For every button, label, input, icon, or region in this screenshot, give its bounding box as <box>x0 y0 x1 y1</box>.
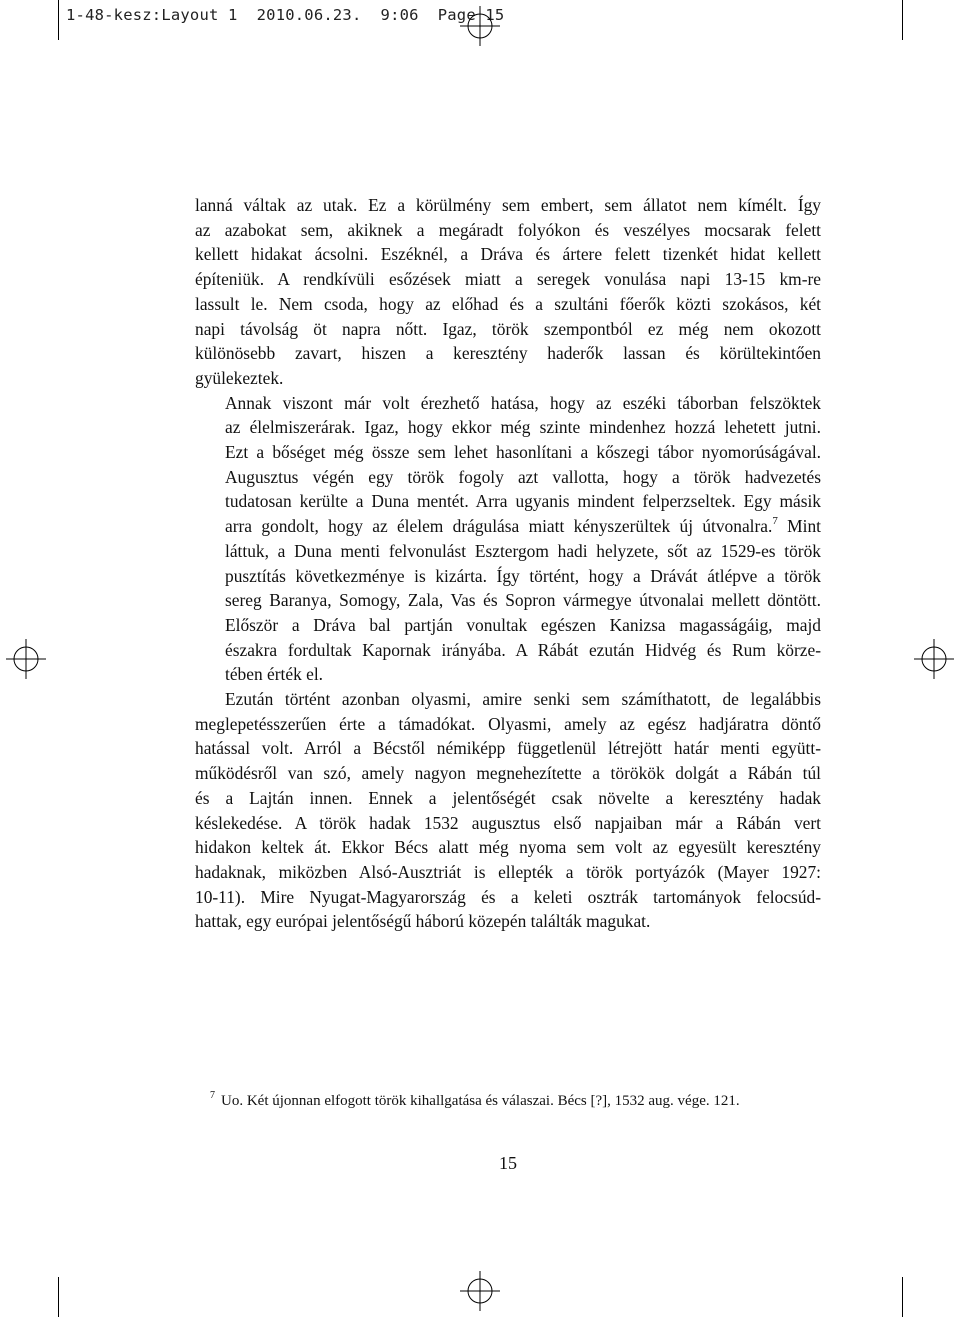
text-line: lanná váltak az utak. Ez a körülmény sem embert, sem állatot nem kímélt. Így <box>195 195 821 215</box>
text-line: Ezután történt azonban olyasmi, amire senki sem számíthatott, de legalábbis <box>225 689 821 710</box>
slug-line: 1-48-kesz:Layout 1 2010.06.23. 9:06 Page 15 <box>66 6 505 24</box>
text-line: tében érték el. <box>225 664 324 685</box>
text-line: napi távolság öt napra nőtt. Igaz, török szempontból ez még nem okozott <box>195 318 821 339</box>
text-line: 10-11). Mire Nyugat-Magyarország és a keleti osztrák tartományok felocsúd- <box>195 886 821 907</box>
text-line: tudatosan kerülte a Duna mentét. Arra ugyanis mindent felperzseltek. Egy másik <box>225 491 821 512</box>
text-line <box>195 514 821 539</box>
body-text <box>195 193 821 934</box>
footnote-number: 7 <box>210 1090 215 1101</box>
page-number: 15 <box>499 1153 517 1173</box>
text-run: arra gondolt, hogy az élelem drágulása miatt kényszerültek új útvonalra. <box>225 516 773 537</box>
text-line: hidakon keltek át. Ekkor Bécs alatt még nyoma sem volt az egyesült keresztény <box>195 837 821 858</box>
footnote <box>210 1090 740 1110</box>
text-line: az azabokat sem, akiknek a megáradt folyókon és veszélyes mocsarak felett <box>195 219 821 240</box>
text-line: hadaknak, miközben Alsó-Ausztriát is ellepték a török portyázók (Mayer 1927: <box>195 861 821 882</box>
registration-mark-right <box>914 639 954 679</box>
text-line: az élelmiszerárak. Igaz, hogy ekkor még szinte mindenhez hozzá lehetett jutni. <box>225 417 821 438</box>
footnote-text: Uo. Két újonnan elfogott török kihallgatása és válaszai. Bécs [?], 1532 aug. vége. 121. <box>221 1093 740 1109</box>
registration-mark-bottom <box>460 1271 500 1311</box>
text-line: hattak, egy európai jelentőségű háború közepén találták magukat. <box>195 911 651 932</box>
text-line: Augusztus végén egy török fogoly azt vallotta, hogy a török hadvezetés <box>225 466 821 487</box>
text-line: és a Lajtán innen. Ennek a jelentőségét csak növelte a keresztény hadak <box>195 787 821 808</box>
text-line: Ezt a bőséget még össze sem lehet hasonlítani a kőszegi tábor nyomorúságával. <box>225 442 821 463</box>
text-line: Annak viszont már volt érezhető hatása, hogy az eszéki táborban felszöktek <box>225 392 821 413</box>
crop-mark-top-right <box>902 0 903 40</box>
paragraph-3 <box>195 687 821 934</box>
paragraph-2 <box>195 391 821 687</box>
text-line: láttuk, a Duna menti felvonulást Esztergom hadi helyzete, sőt az 1529-es török <box>225 540 821 561</box>
footnote-ref: 7 <box>772 515 778 528</box>
registration-mark-left <box>6 639 46 679</box>
text-line: pusztítás következménye is kizárta. Így történt, hogy a Drávát átlépve a török <box>225 565 821 586</box>
text-line: sereg Baranya, Somogy, Zala, Vas és Sopron vármegye útvonalai mellett döntött. <box>225 590 821 611</box>
registration-mark-top <box>460 6 500 46</box>
text-line: meglepetésszerűen érte a támadókat. Olyasmi, amely az egész hadjáratra döntő <box>195 713 821 734</box>
text-line: Először a Dráva bal partján vonultak egészen Kanizsa magasságáig, majd <box>225 614 821 635</box>
text-run: Mint <box>777 516 822 537</box>
paragraph-1 <box>195 193 821 391</box>
text-line: késlekedése. A török hadak 1532 augusztus első napjaiban már a Rábán vert <box>195 812 821 833</box>
crop-mark-bottom-right <box>902 1277 903 1317</box>
text-line: működésről van szó, amely nagyon megnehezítette a törökök dolgát a Rábán túl <box>195 763 821 784</box>
crop-mark-top-left <box>58 0 59 40</box>
text-line: építeniük. A rendkívüli esőzések miatt a seregek vonulása napi 13-15 km-re <box>195 269 821 290</box>
text-line: kellett hidakat ácsolni. Eszéknél, a Dráva és ártere felett tizenkét hidat kellett <box>195 244 821 265</box>
crop-mark-bottom-left <box>58 1277 59 1317</box>
text-line: északra fordultak Kapornak irányába. A Rábát ezután Hidvég és Rum körze- <box>225 639 821 660</box>
text-line: gyülekeztek. <box>195 367 284 388</box>
text-line: lassult le. Nem csoda, hogy az előhad és a szultáni főerők közti szokásos, két <box>195 293 821 314</box>
text-line: különösebb zavart, hiszen a keresztény haderők lassan és körültekintően <box>195 343 821 364</box>
text-line: hatással volt. Arról a Bécstől némiképp függetlenül létrejött határ menti együtt- <box>195 738 821 759</box>
